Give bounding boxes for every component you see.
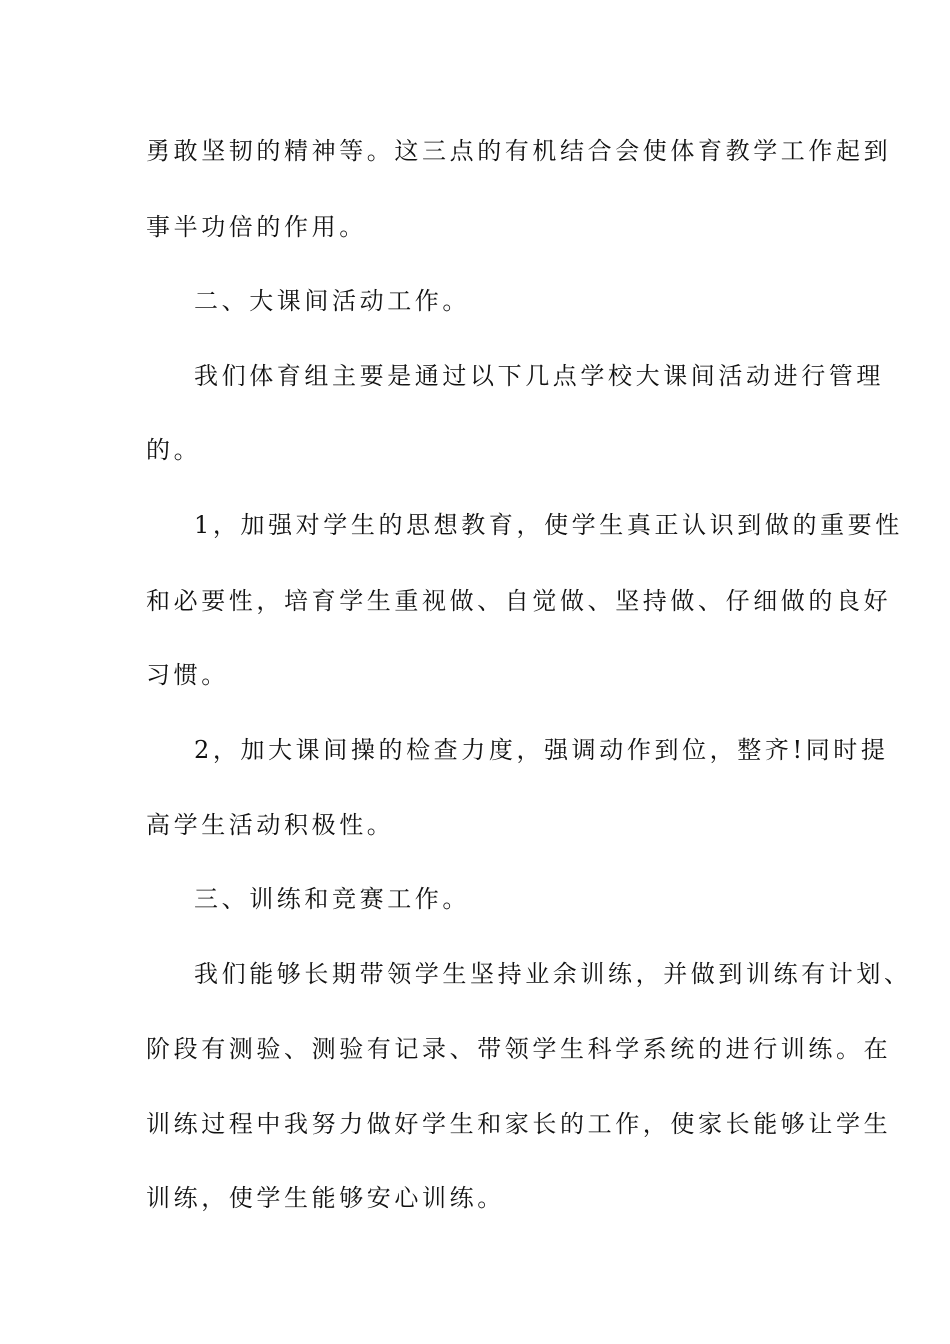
section-heading: 三、训练和竞赛工作。 bbox=[194, 885, 470, 913]
text-line: 和必要性，培育学生重视做、自觉做、坚持做、仔细做的良好 bbox=[146, 587, 892, 615]
text-line: 训练过程中我努力做好学生和家长的工作，使家长能够让学生 bbox=[146, 1110, 892, 1138]
text-line: 我们体育组主要是通过以下几点学校大课间活动进行管理 bbox=[194, 362, 884, 390]
section-heading: 二、大课间活动工作。 bbox=[194, 287, 470, 315]
text-line: 勇敢坚韧的精神等。这三点的有机结合会使体育教学工作起到 bbox=[146, 137, 892, 165]
text-line: 事半功倍的作用。 bbox=[146, 213, 367, 241]
text-line: 2，加大课间操的检查力度，强调动作到位，整齐!同时提 bbox=[194, 736, 889, 764]
text-line: 1，加强对学生的思想教育，使学生真正认识到做的重要性 bbox=[194, 511, 903, 539]
text-line: 的。 bbox=[146, 436, 202, 464]
text-line: 阶段有测验、测验有记录、带领学生科学系统的进行训练。在 bbox=[146, 1035, 892, 1063]
text-line: 训练，使学生能够安心训练。 bbox=[146, 1184, 505, 1212]
text-line: 高学生活动积极性。 bbox=[146, 811, 395, 839]
text-line: 我们能够长期带领学生坚持业余训练，并做到训练有计划、 bbox=[194, 960, 912, 988]
text-line: 习惯。 bbox=[146, 661, 229, 689]
